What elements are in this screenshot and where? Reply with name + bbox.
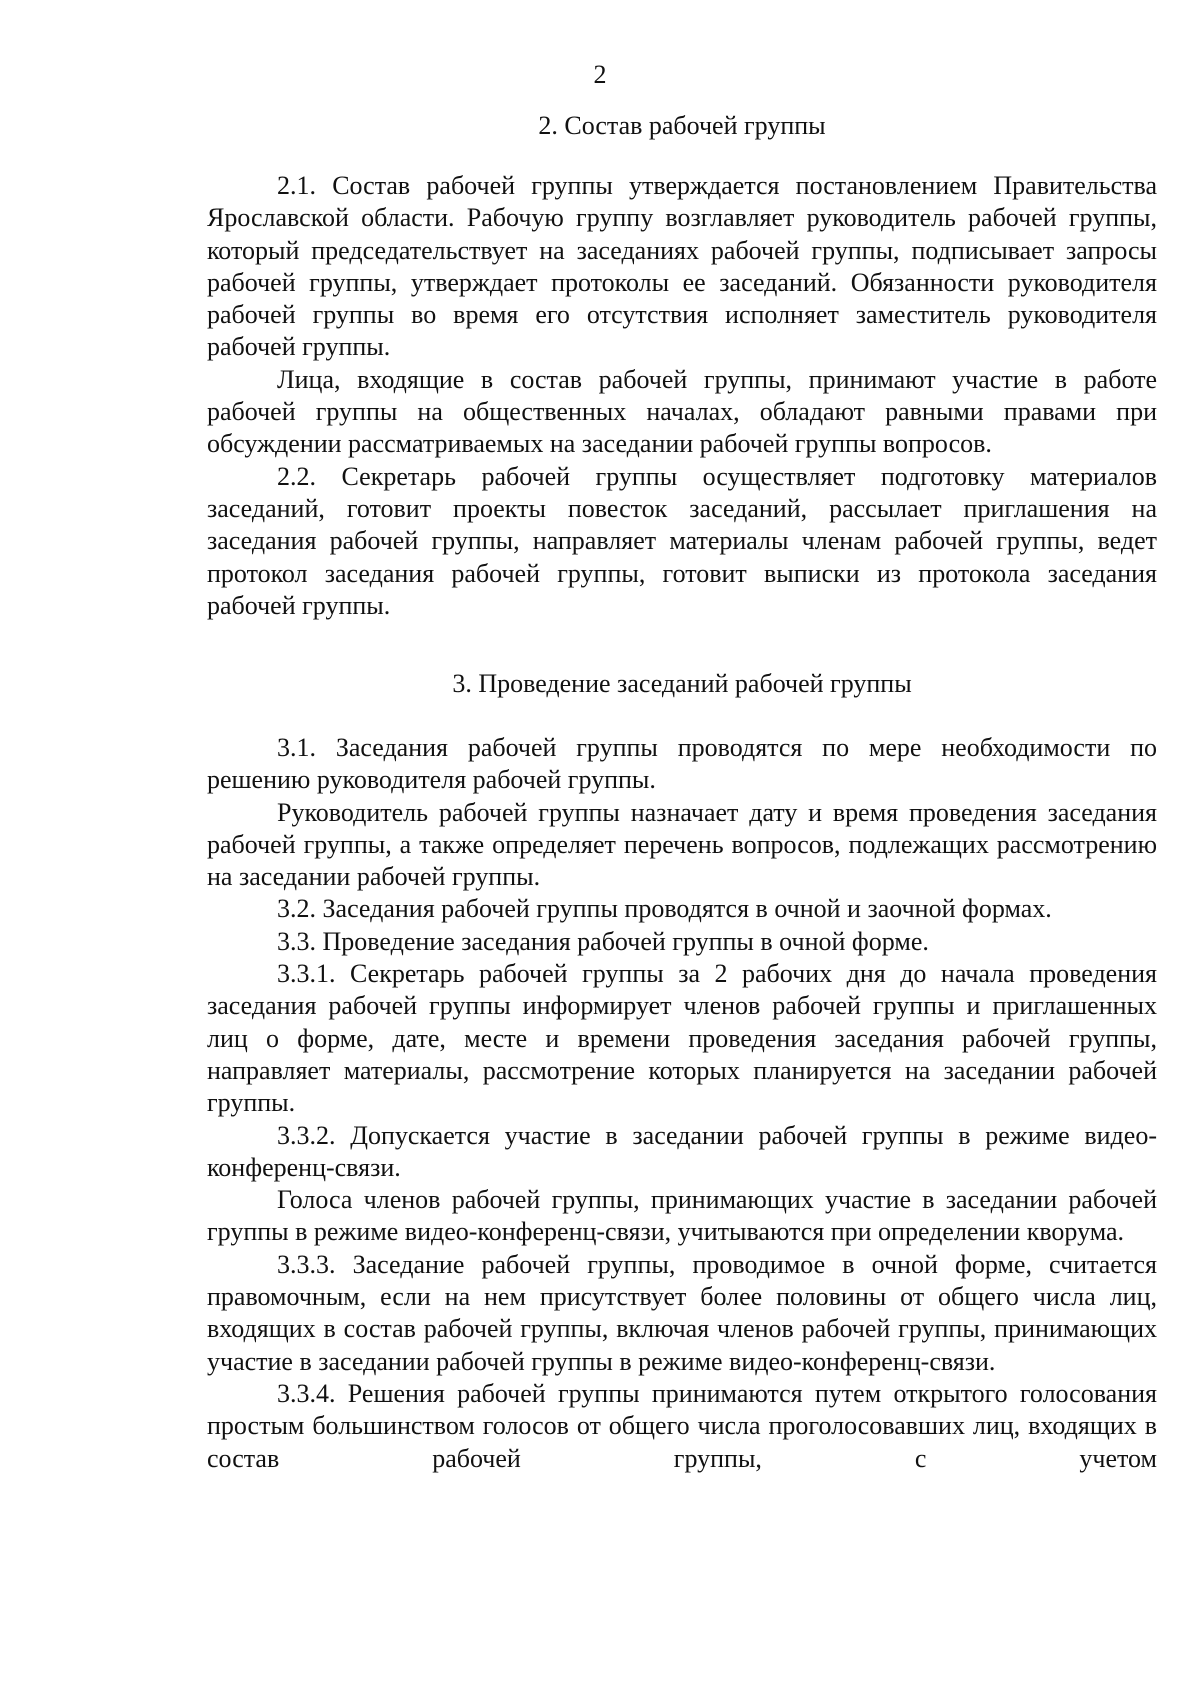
paragraph-2-1-members: Лица, входящие в состав рабочей группы, принимают участие в работе рабочей группы на общественных началах, обладают равными правами при обсуждении рассматриваемых на заседании рабочей группы вопросов. [207,364,1157,459]
paragraph-3-1: 3.1. Заседания рабочей группы проводятся по мере необходимости по решению руководителя рабочей группы. [207,733,1157,795]
section-3 [207,668,1157,700]
paragraph-3-2: 3.2. Заседания рабочей группы проводятся в очной и заочной формах. [277,894,1052,924]
section-2-heading: 2. Состав рабочей группы [538,111,826,140]
paragraph-3-1-date: Руководитель рабочей группы назначает дату и время проведения заседания рабочей группы, а также определяет перечень вопросов, подлежащих рассмотрению на заседании рабочей группы. [207,797,1157,892]
paragraph-2-2: 2.2. Секретарь рабочей группы осуществляет подготовку материалов заседаний, готовит проекты повесток заседаний, рассылает приглашения на заседания рабочей группы, направляет материалы членам рабочей группы, ведет протокол заседания рабочей группы, готовит выписки из протокола заседания рабочей группы. [207,461,1157,620]
section-3-body [207,732,1157,1475]
page-number: 2 [593,60,607,89]
paragraph-3-3-1: 3.3.1. Секретарь рабочей группы за 2 рабочих дня до начала проведения заседания рабочей группы информирует членов рабочей группы и приглашенных лиц о форме, дате, месте и времени проведения заседания рабочей группы, направляет материалы, рассмотрение которых планируется на заседании рабочей группы. [207,959,1157,1118]
paragraph-3-3-2: 3.3.2. Допускается участие в заседании рабочей группы в режиме видео-конференц-связи. [207,1120,1157,1182]
section-2-body [207,170,1157,622]
paragraph-3-3: 3.3. Проведение заседания рабочей группы в очной форме. [277,926,929,956]
section-2 [207,110,1157,142]
paragraph-3-3-3: 3.3.3. Заседание рабочей группы, проводимое в очной форме, считается правомочным, если на нем присутствует более половины от общего числа лиц, входящих в состав рабочей группы, включая членов рабочей группы, принимающих участие в заседании рабочей группы в режиме видео-конференц-связи. [207,1249,1157,1376]
section-3-heading: 3. Проведение заседаний рабочей группы [452,669,912,698]
paragraph-3-3-2-votes: Голоса членов рабочей группы, принимающих участие в заседании рабочей группы в режиме видео-конференц-связи, учитываются при определении кворума. [207,1185,1157,1247]
paragraph-2-1: 2.1. Состав рабочей группы утверждается постановлением Правительства Ярославской области. Рабочую группу возглавляет руководитель рабочей группы, который председательствует на заседаниях рабочей группы, подписывает запросы рабочей группы, утверждает протоколы ее заседаний. Обязанности руководителя рабочей группы во время его отсутствия исполняет заместитель руководителя рабочей группы. [207,171,1157,362]
paragraph-3-3-4: 3.3.4. Решения рабочей группы принимаются путем открытого голосования простым большинством голосов от общего числа проголосовавших лиц, входящих в состав рабочей группы, с учетом [207,1378,1157,1473]
